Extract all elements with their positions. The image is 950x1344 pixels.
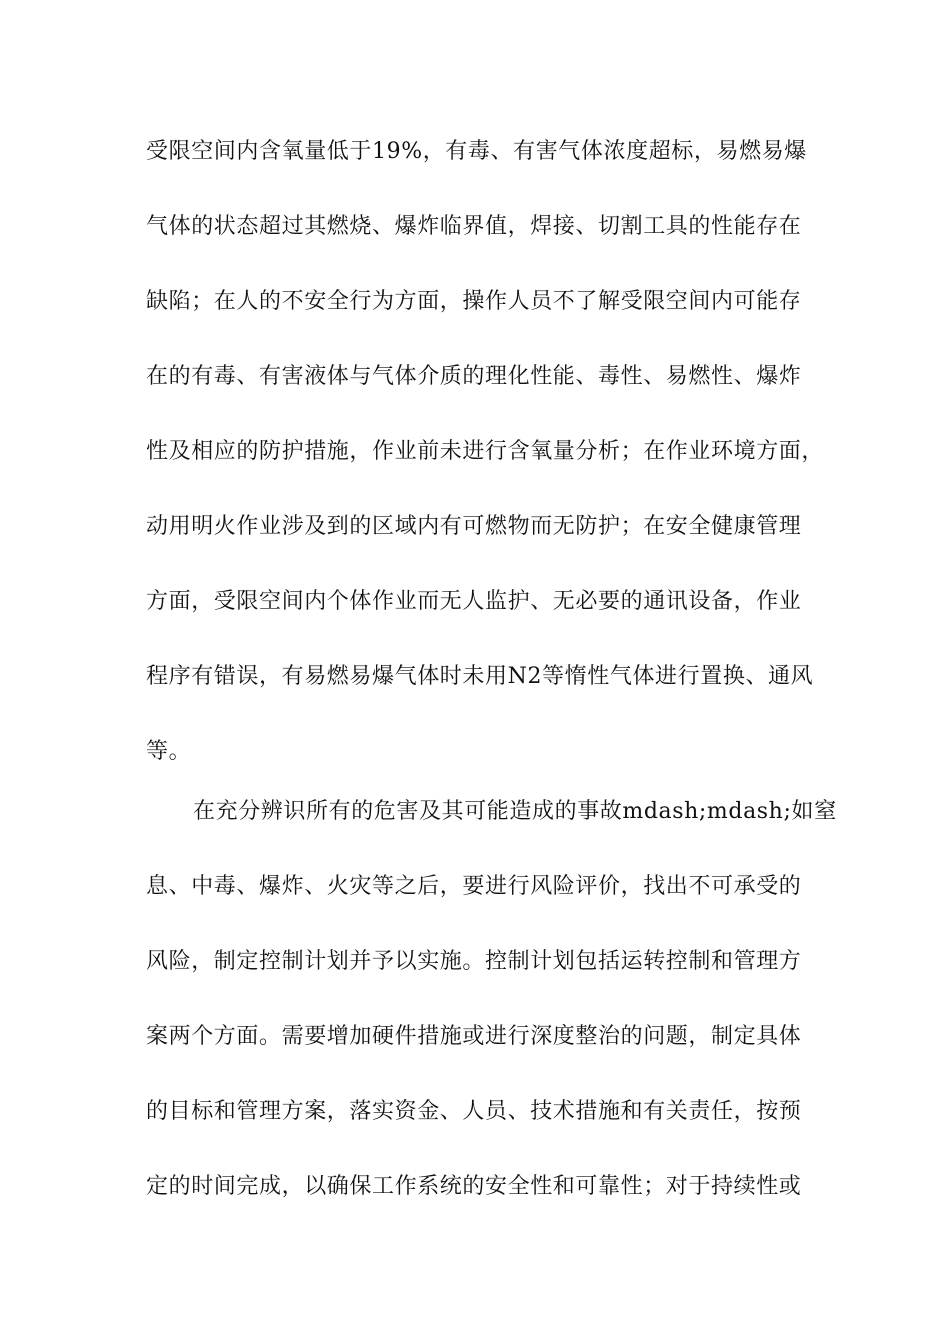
text-line: 程序有错误，有易燃易爆气体时未用N2等惰性气体进行置换、通风: [146, 664, 814, 689]
text-line: 的目标和管理方案，落实资金、人员、技术措施和有关责任，按预: [146, 1099, 802, 1124]
text-line: 缺陷；在人的不安全行为方面，操作人员不了解受限空间内可能存: [146, 289, 802, 314]
text-line: 受限空间内含氧量低于19%，有毒、有害气体浓度超标，易燃易爆: [146, 139, 807, 164]
text-line: 等。: [146, 739, 192, 764]
text-line: 动用明火作业涉及到的区域内有可燃物而无防护；在安全健康管理: [146, 514, 802, 539]
text-line: 在的有毒、有害液体与气体介质的理化性能、毒性、易燃性、爆炸: [146, 364, 802, 389]
text-line: 息、中毒、爆炸、火灾等之后，要进行风险评价，找出不可承受的: [146, 874, 802, 899]
text-line: 定的时间完成，以确保工作系统的安全性和可靠性；对于持续性或: [146, 1174, 802, 1199]
text-line: 气体的状态超过其燃烧、爆炸临界值，焊接、切割工具的性能存在: [146, 214, 802, 239]
text-line: 性及相应的防护措施，作业前未进行含氧量分析；在作业环境方面，: [146, 439, 825, 464]
paragraph-first-line: 在充分辨识所有的危害及其可能造成的事故mdash;mdash;如窒: [193, 799, 837, 824]
text-line: 方面，受限空间内个体作业而无人监护、无必要的通讯设备，作业: [146, 589, 802, 614]
text-line: 案两个方面。需要增加硬件措施或进行深度整治的问题，制定具体: [146, 1024, 802, 1049]
text-line: 风险，制定控制计划并予以实施。控制计划包括运转控制和管理方: [146, 949, 802, 974]
